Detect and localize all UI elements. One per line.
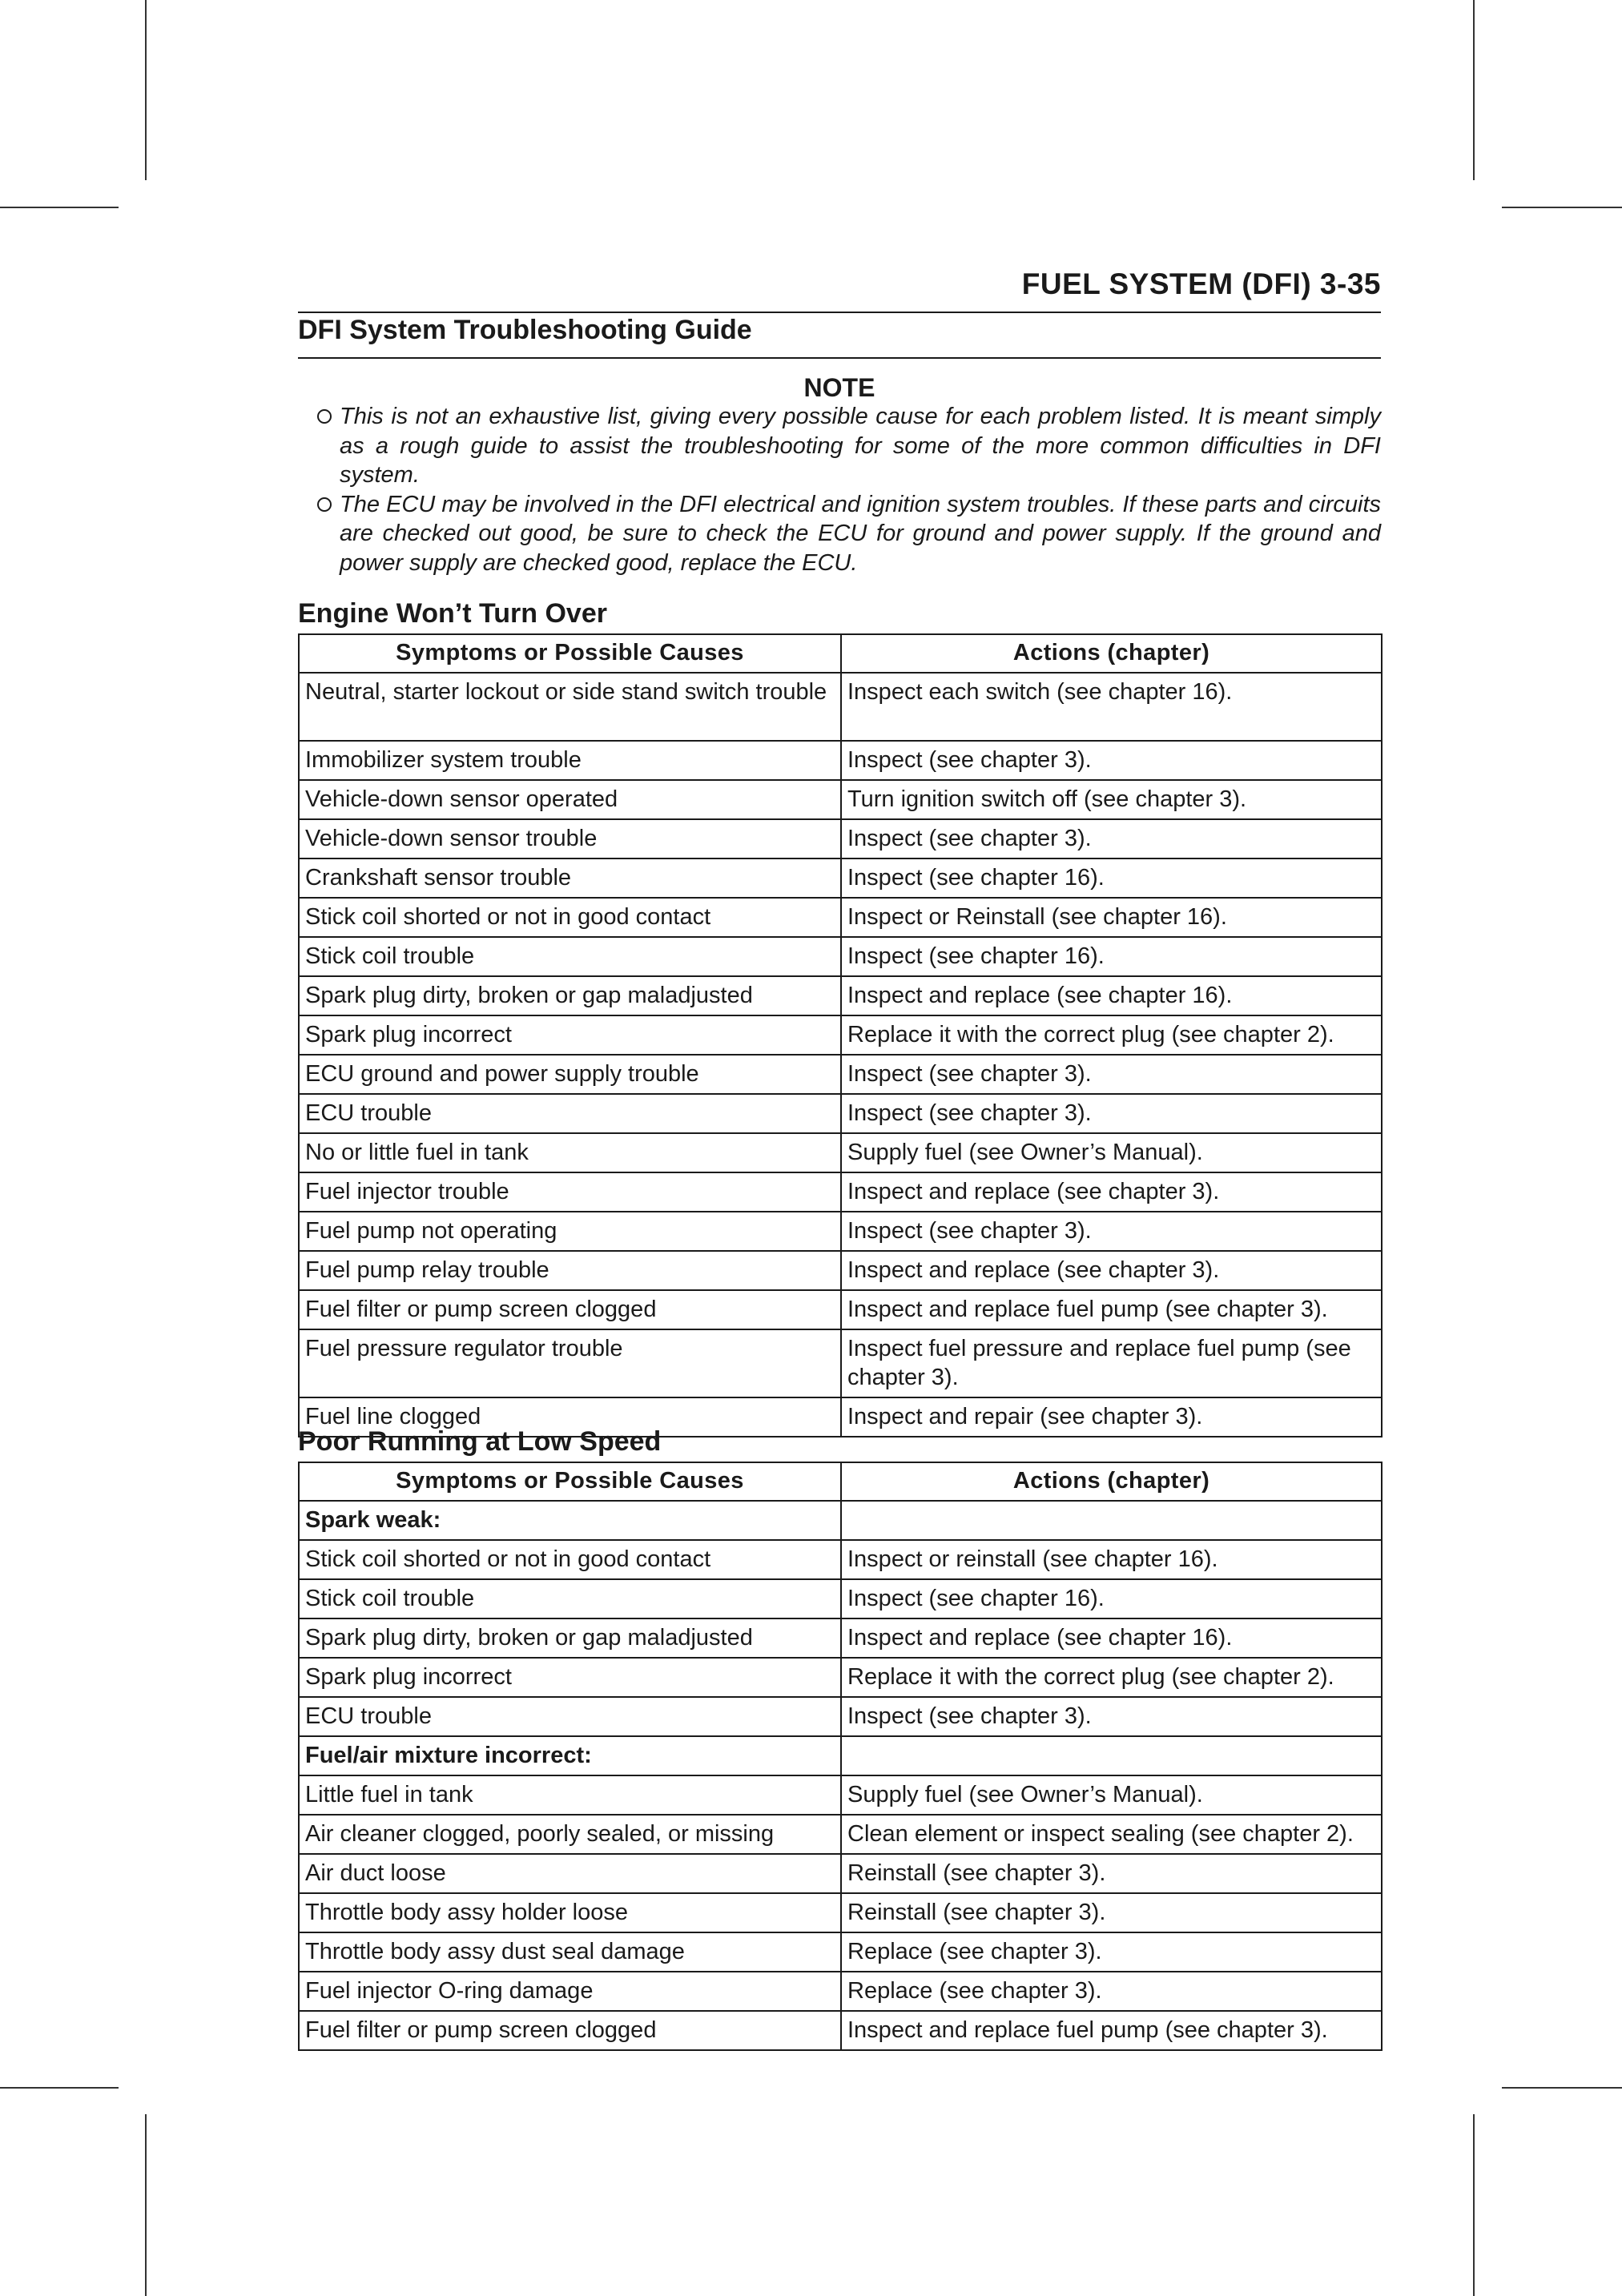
table-cell: Fuel pump relay trouble	[299, 1251, 841, 1290]
table-cell: Reinstall (see chapter 3).	[841, 1893, 1382, 1932]
table-cell: Inspect (see chapter 16).	[841, 1579, 1382, 1618]
table-row	[299, 1015, 1382, 1055]
crop-mark	[0, 2087, 119, 2089]
circle-bullet-icon	[317, 497, 332, 512]
table-cell: Spark weak:	[299, 1501, 841, 1540]
table-cell: Stick coil shorted or not in good contact	[299, 898, 841, 937]
table-cell: Vehicle-down sensor operated	[299, 780, 841, 819]
table-row	[299, 2011, 1382, 2050]
table-cell: Spark plug incorrect	[299, 1015, 841, 1055]
note-item	[320, 402, 1381, 490]
crop-mark	[145, 0, 147, 180]
table-cell: Inspect and repair (see chapter 3).	[841, 1397, 1382, 1437]
table-header-row	[299, 1462, 1382, 1501]
table-cell: Inspect or Reinstall (see chapter 16).	[841, 898, 1382, 937]
table-cell: Fuel pressure regulator trouble	[299, 1329, 841, 1397]
table-cell: Fuel line clogged	[299, 1397, 841, 1437]
table-cell	[841, 1736, 1382, 1775]
table-row	[299, 937, 1382, 976]
table-cell: Spark plug dirty, broken or gap maladjusted	[299, 1618, 841, 1658]
table-cell: Throttle body assy holder loose	[299, 1893, 841, 1932]
table-row	[299, 1854, 1382, 1893]
table-row	[299, 1932, 1382, 1972]
table-cell: Supply fuel (see Owner’s Manual).	[841, 1133, 1382, 1172]
note-item	[320, 490, 1381, 578]
table-cell: Spark plug dirty, broken or gap maladjusted	[299, 976, 841, 1015]
crop-mark	[1502, 2087, 1622, 2089]
note-list	[320, 402, 1381, 577]
table-cell: Inspect (see chapter 3).	[841, 819, 1382, 858]
table-row	[299, 1579, 1382, 1618]
section-title: DFI System Troubleshooting Guide	[298, 315, 752, 345]
table-row	[299, 1172, 1382, 1212]
table1-body	[299, 673, 1382, 1437]
table-cell: Replace it with the correct plug (see chapter 2).	[841, 1015, 1382, 1055]
table-cell: ECU trouble	[299, 1697, 841, 1736]
table-cell: Spark plug incorrect	[299, 1658, 841, 1697]
table2-title: Poor Running at Low Speed	[298, 1426, 662, 1457]
table-cell: Inspect and replace (see chapter 16).	[841, 976, 1382, 1015]
table-group-row	[299, 1736, 1382, 1775]
poor-running-low-speed-table	[298, 1462, 1383, 2051]
table-cell: Inspect and replace (see chapter 3).	[841, 1251, 1382, 1290]
table-row	[299, 1540, 1382, 1579]
table-row	[299, 819, 1382, 858]
table-cell: Inspect and replace fuel pump (see chapter 3).	[841, 2011, 1382, 2050]
table-cell: Inspect (see chapter 16).	[841, 937, 1382, 976]
table-cell: Inspect (see chapter 3).	[841, 1697, 1382, 1736]
circle-bullet-icon	[317, 409, 332, 424]
table-row	[299, 1775, 1382, 1815]
crop-mark	[1473, 2114, 1475, 2296]
table-cell: Little fuel in tank	[299, 1775, 841, 1815]
table-cell: Inspect (see chapter 16).	[841, 858, 1382, 898]
table-cell: Clean element or inspect sealing (see chapter 2).	[841, 1815, 1382, 1854]
column-header: Actions (chapter)	[841, 1462, 1382, 1501]
table-cell: Inspect (see chapter 3).	[841, 1212, 1382, 1251]
engine-wont-turn-over-table	[298, 633, 1383, 1438]
table-cell: No or little fuel in tank	[299, 1133, 841, 1172]
table-cell: Fuel filter or pump screen clogged	[299, 1290, 841, 1329]
table-row	[299, 858, 1382, 898]
table-cell: Air cleaner clogged, poorly sealed, or missing	[299, 1815, 841, 1854]
table-row	[299, 1251, 1382, 1290]
table-cell: Fuel pump not operating	[299, 1212, 841, 1251]
table-cell: Fuel filter or pump screen clogged	[299, 2011, 841, 2050]
table-cell: Immobilizer system trouble	[299, 741, 841, 780]
table-cell: ECU trouble	[299, 1094, 841, 1133]
table-row	[299, 1658, 1382, 1697]
table-row	[299, 1055, 1382, 1094]
column-header: Symptoms or Possible Causes	[299, 1462, 841, 1501]
column-header: Symptoms or Possible Causes	[299, 634, 841, 673]
table-cell: Throttle body assy dust seal damage	[299, 1932, 841, 1972]
table-cell: Reinstall (see chapter 3).	[841, 1854, 1382, 1893]
note-text: This is not an exhaustive list, giving every possible cause for each problem listed. It is meant simply as a rough guide to assist the troubleshooting for some of the more common difficulties in DFI system.	[340, 404, 1381, 488]
table-cell: Vehicle-down sensor trouble	[299, 819, 841, 858]
table-cell: Turn ignition switch off (see chapter 3).	[841, 780, 1382, 819]
table-cell: Inspect (see chapter 3).	[841, 1094, 1382, 1133]
table-group-row	[299, 1501, 1382, 1540]
table-row	[299, 1893, 1382, 1932]
table-cell: Replace it with the correct plug (see chapter 2).	[841, 1658, 1382, 1697]
table-cell: Fuel injector O-ring damage	[299, 1972, 841, 2011]
table-row	[299, 1697, 1382, 1736]
table-row	[299, 976, 1382, 1015]
table-cell: ECU ground and power supply trouble	[299, 1055, 841, 1094]
table-cell: Supply fuel (see Owner’s Manual).	[841, 1775, 1382, 1815]
crop-mark	[1502, 207, 1622, 208]
table-row	[299, 898, 1382, 937]
note-heading: NOTE	[803, 373, 875, 402]
crop-mark	[0, 207, 119, 208]
table-cell: Stick coil shorted or not in good contact	[299, 1540, 841, 1579]
table-cell: Fuel injector trouble	[299, 1172, 841, 1212]
table-row	[299, 1972, 1382, 2011]
crop-mark	[145, 2114, 147, 2296]
table-cell: Inspect and replace (see chapter 16).	[841, 1618, 1382, 1658]
table2-body	[299, 1501, 1382, 2050]
table-cell: Inspect fuel pressure and replace fuel pump (see chapter 3).	[841, 1329, 1382, 1397]
table-row	[299, 1133, 1382, 1172]
table1-title: Engine Won’t Turn Over	[298, 598, 607, 629]
table-row	[299, 741, 1382, 780]
table-cell: Crankshaft sensor trouble	[299, 858, 841, 898]
table-cell: Fuel/air mixture incorrect:	[299, 1736, 841, 1775]
table-cell: Stick coil trouble	[299, 1579, 841, 1618]
table-cell: Replace (see chapter 3).	[841, 1972, 1382, 2011]
table-cell: Inspect or reinstall (see chapter 16).	[841, 1540, 1382, 1579]
crop-mark	[1473, 0, 1475, 180]
table-row	[299, 1094, 1382, 1133]
table-row	[299, 1212, 1382, 1251]
table-cell: Inspect and replace fuel pump (see chapter 3).	[841, 1290, 1382, 1329]
table-cell: Replace (see chapter 3).	[841, 1932, 1382, 1972]
table-cell: Inspect each switch (see chapter 16).	[841, 673, 1382, 741]
table-cell: Stick coil trouble	[299, 937, 841, 976]
table-cell: Inspect and replace (see chapter 3).	[841, 1172, 1382, 1212]
table-row	[299, 1618, 1382, 1658]
table-row	[299, 1290, 1382, 1329]
table-row	[299, 673, 1382, 741]
note-text: The ECU may be involved in the DFI electrical and ignition system troubles. If these parts and circuits are checked out good, be sure to check the ECU for ground and power supply. If the ground and power supply are checked good, replace the ECU.	[340, 491, 1381, 576]
table-cell: Inspect (see chapter 3).	[841, 1055, 1382, 1094]
table-cell	[841, 1501, 1382, 1540]
section-rule	[298, 357, 1381, 359]
table-row	[299, 780, 1382, 819]
table-cell: Neutral, starter lockout or side stand switch trouble	[299, 673, 841, 741]
table-header-row	[299, 634, 1382, 673]
table-row	[299, 1815, 1382, 1854]
table-row	[299, 1329, 1382, 1397]
table-cell: Air duct loose	[299, 1854, 841, 1893]
header-rule	[298, 312, 1381, 313]
table-cell: Inspect (see chapter 3).	[841, 741, 1382, 780]
page-header: FUEL SYSTEM (DFI) 3-35	[1021, 267, 1381, 300]
column-header: Actions (chapter)	[841, 634, 1382, 673]
